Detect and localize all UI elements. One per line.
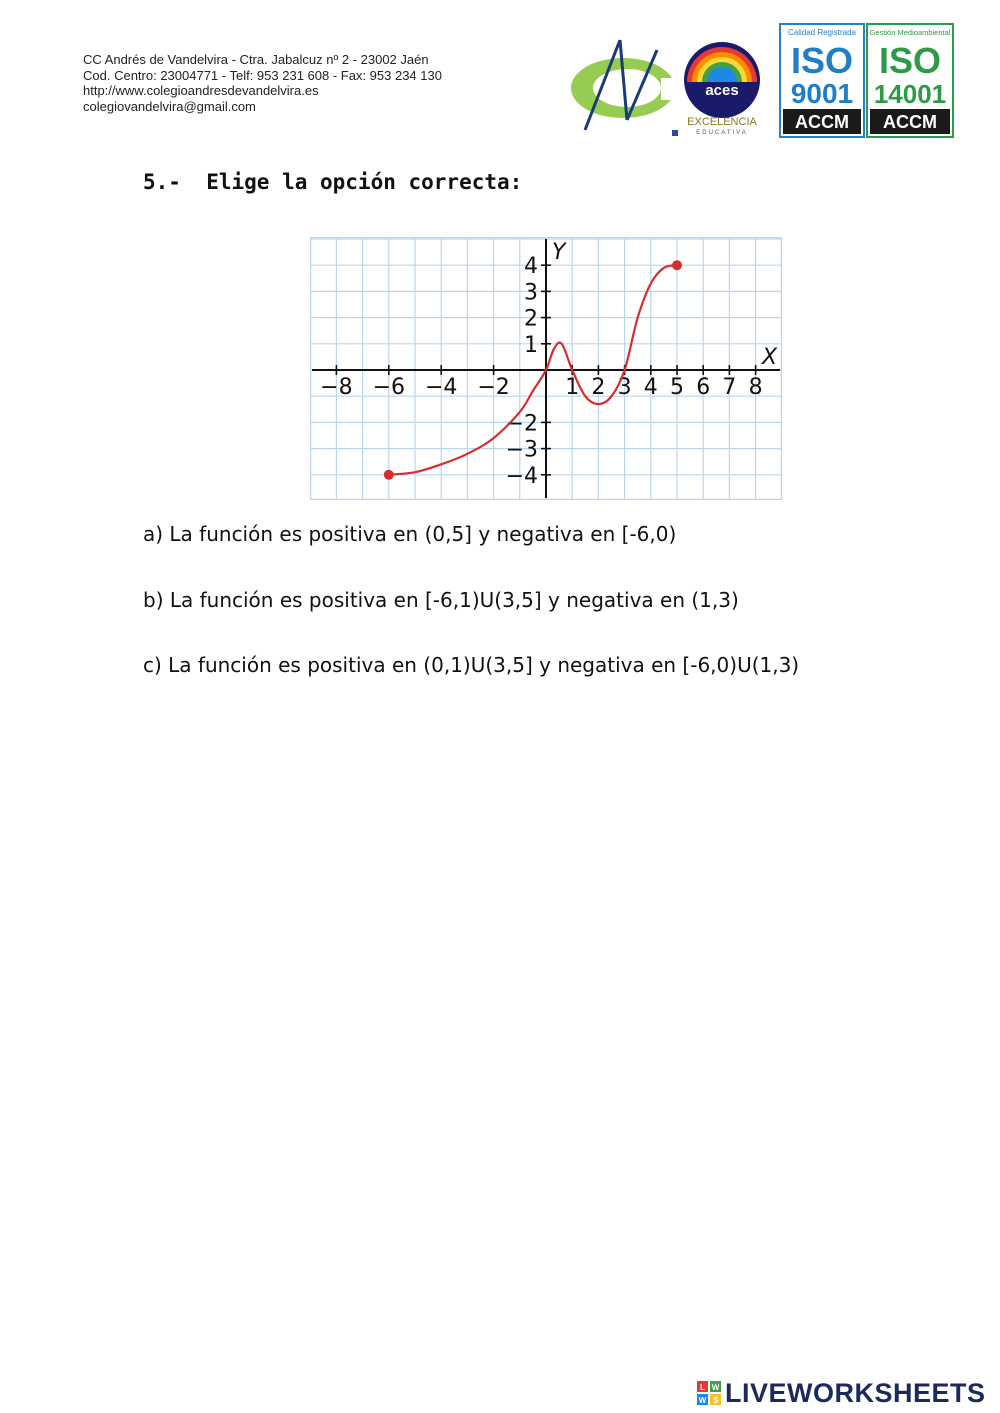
- logo-icon-letter: W: [698, 1396, 707, 1405]
- liveworksheets-brand[interactable]: [697, 1375, 986, 1411]
- iso-9001-caption: Calidad Registrada: [787, 28, 857, 37]
- y-tick-label: 1: [524, 332, 538, 358]
- x-tick-label: −8: [320, 375, 353, 400]
- iso-14001-badge: [867, 24, 953, 137]
- y-tick-label: 3: [524, 280, 538, 306]
- iso-9001-org: ACCM: [795, 112, 849, 132]
- liveworksheets-logo-icon: [697, 1381, 721, 1405]
- y-tick-label: 2: [524, 306, 538, 332]
- y-tick-label: 4: [524, 254, 538, 280]
- x-tick-label: 3: [617, 375, 632, 400]
- x-tick-label: 5: [670, 375, 684, 400]
- iso-9001-number: 9001: [790, 78, 854, 109]
- x-tick-label: 6: [696, 375, 711, 400]
- x-axis-label: X: [762, 345, 778, 370]
- curve-endpoint: [672, 260, 682, 270]
- x-tick-label: 4: [643, 375, 658, 400]
- x-tick-label: −4: [424, 375, 458, 400]
- liveworksheets-brand-text: LIVEWORKSHEETS: [725, 1377, 986, 1408]
- curve-endpoint: [384, 470, 394, 480]
- excelencia-text: EXCELENCIA: [687, 116, 757, 128]
- aces-logo: [672, 42, 760, 136]
- logo-icon-letter: L: [700, 1383, 705, 1392]
- y-tick-label: −3: [505, 437, 538, 463]
- iso-14001-top: ISO: [878, 40, 942, 81]
- x-tick-label: 8: [748, 375, 763, 400]
- x-tick-label: 1: [565, 375, 580, 400]
- header-line-website[interactable]: http://www.colegioandresdevandelvira.es: [83, 83, 319, 98]
- logo-icon-letter: S: [712, 1396, 719, 1405]
- x-tick-label: 7: [722, 375, 737, 400]
- header-line-contact: Cod. Centro: 23004771 - Telf: 953 231 608 - Fax: 953 234 130: [83, 67, 442, 83]
- option-a[interactable]: a) La función es positiva en (0,5] y negativa en [-6,0): [143, 522, 677, 546]
- option-b[interactable]: b) La función es positiva en [-6,1)U(3,5] y negativa en (1,3): [143, 588, 739, 612]
- iso-9001-badge: [780, 24, 864, 137]
- iso-14001-caption: Gestión Medioambiental: [869, 28, 951, 37]
- logo-icon-letter: W: [711, 1383, 720, 1392]
- x-tick-label: 2: [591, 375, 606, 400]
- y-tick-label: −4: [505, 463, 538, 489]
- header-line-address: CC Andrés de Vandelvira - Ctra. Jabalcuz nº 2 - 23002 Jaén: [83, 52, 429, 67]
- y-tick-label: −2: [505, 411, 538, 437]
- school-header: [83, 52, 442, 114]
- school-logo: [571, 40, 683, 130]
- function-graph-svg: [310, 237, 782, 500]
- iso-9001-top: ISO: [790, 40, 854, 81]
- function-graph: [310, 237, 782, 500]
- x-tick-label: −6: [372, 375, 406, 400]
- option-c[interactable]: c) La función es positiva en (0,1)U(3,5] y negativa en [-6,0)U(1,3): [143, 653, 800, 677]
- y-axis-label: Y: [552, 240, 566, 265]
- iso-14001-number: 14001: [873, 79, 947, 109]
- x-tick-label: −2: [477, 375, 510, 400]
- iso-14001-org: ACCM: [883, 112, 937, 132]
- question-title: 5.- Elige la opción correcta:: [143, 170, 523, 194]
- educativa-text: EDUCATIVA: [696, 130, 748, 136]
- aces-logo-text: aces: [705, 82, 739, 99]
- header-logos: [565, 20, 960, 145]
- header-line-email[interactable]: colegiovandelvira@gmail.com: [83, 98, 256, 114]
